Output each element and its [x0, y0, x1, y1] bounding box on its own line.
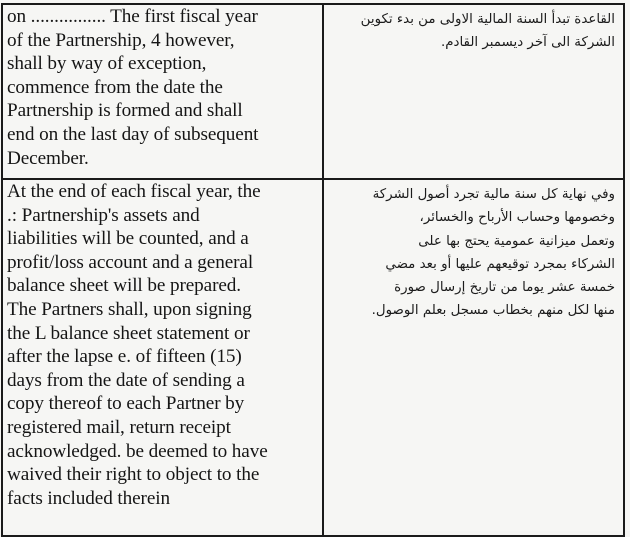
- english-text-line: waived their right to object to the: [7, 464, 260, 486]
- bilingual-clause-table: [1, 3, 625, 537]
- english-text-line: Partnership is formed and shall: [7, 100, 243, 122]
- english-text-line: days from the date of sending a: [7, 369, 245, 391]
- english-text-line: acknowledged. be deemed to have: [7, 440, 268, 462]
- arabic-text-line: وتعمل ميزانية عمومية يحتج بها على: [418, 233, 615, 249]
- arabic-text-line: خمسة عشر يوما من تاريخ إرسال صورة: [394, 280, 615, 296]
- english-text-line: of the Partnership, 4 however,: [7, 29, 235, 51]
- english-text-line: The Partners shall, upon signing: [7, 298, 252, 320]
- clause-row-balance-sheet: [2, 179, 624, 536]
- english-text-line: end on the last day of subsequent: [7, 123, 259, 145]
- english-text-line: commence from the date the: [7, 76, 223, 98]
- arabic-text-line: الشركاء بمجرد توقيعهم عليها أو بعد مضي: [385, 256, 615, 272]
- english-text-line: liabilities will be counted, and a: [7, 228, 249, 250]
- clause-row-fiscal-year: [2, 4, 624, 179]
- english-text-line: shall by way of exception,: [7, 53, 207, 75]
- english-text-line: copy thereof to each Partner by: [7, 393, 245, 415]
- english-text-line: profit/loss account and a general: [7, 251, 254, 273]
- arabic-text-line: منها لكل منهم بخطاب مسجل بعلم الوصول.: [371, 303, 615, 319]
- english-clause-cell: [2, 4, 323, 179]
- arabic-clause-cell: [323, 179, 624, 536]
- english-text-line: the L balance sheet statement or: [7, 322, 250, 344]
- english-text-line: At the end of each fiscal year, the: [7, 181, 261, 202]
- arabic-text-line: القاعدة تبدأ السنة المالية الاولى من بدء تكوين: [360, 12, 615, 27]
- english-text-line: .: Partnership's assets and: [7, 204, 200, 226]
- english-text-line: on ................ The first fiscal year: [7, 6, 258, 27]
- arabic-text-line: وخصومها وحساب الأرباح والخسائر،: [419, 210, 615, 226]
- arabic-text-line: وفي نهاية كل سنة مالية تجرد أصول الشركة: [372, 187, 615, 202]
- arabic-clause-cell: [323, 4, 624, 179]
- english-text-line: after the lapse e. of fifteen (15): [7, 346, 242, 368]
- english-text-line: facts included therein: [7, 487, 170, 509]
- english-text-line: registered mail, return receipt: [7, 416, 231, 438]
- english-text-line: December.: [7, 147, 89, 169]
- english-text-line: balance sheet will be prepared.: [7, 275, 241, 297]
- arabic-text-line: الشركة الى آخر ديسمبر القادم.: [440, 35, 615, 51]
- english-clause-cell: [2, 179, 323, 536]
